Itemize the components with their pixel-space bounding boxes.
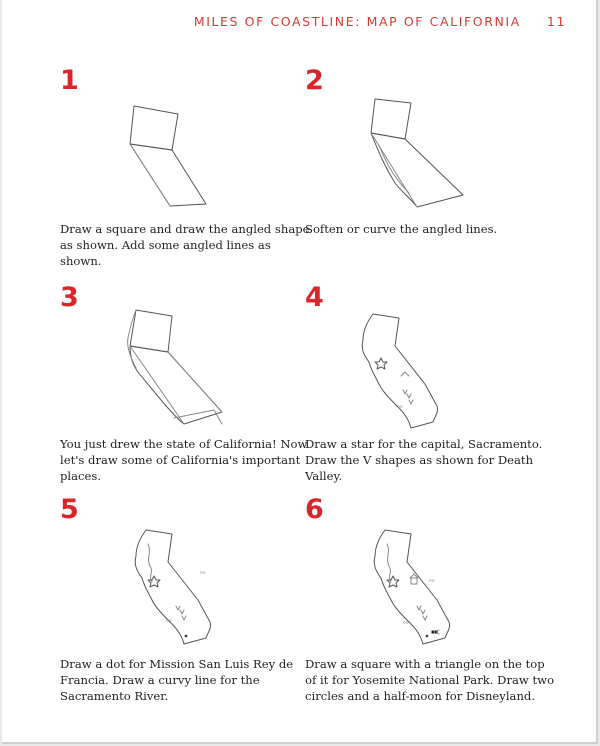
step-2 [305, 67, 555, 267]
step-4-drawing [353, 310, 453, 434]
step-caption: Draw a square with a triangle on the top of it for Yosemite National Park. Draw two circles and a half-moon for Disneyland. [305, 657, 555, 703]
svg-text:ᵒᵒ: ᵒᵒ [429, 578, 435, 586]
step-caption: Draw a square and draw the angled shape as shown. Add some angled lines as shown. [60, 222, 310, 268]
svg-text:ᵒᵒ: ᵒᵒ [397, 404, 403, 412]
capital-star-icon [148, 576, 160, 587]
step-caption: Draw a star for the capital, Sacramento. Draw the V shapes as shown for Death Valley. [305, 437, 543, 483]
step-number: 6 [305, 494, 324, 525]
step-number: 1 [60, 65, 79, 96]
svg-text:ᵒᵒ: ᵒᵒ [166, 618, 172, 626]
step-3-drawing [122, 306, 232, 432]
step-caption: Draw a dot for Mission San Luis Rey de Francia. Draw a curvy line for the Sacramento River. [60, 657, 294, 703]
capital-star-icon [375, 358, 387, 369]
sacramento-river [148, 544, 152, 582]
step-6 [305, 496, 555, 706]
page-header [194, 14, 566, 29]
step-3 [60, 284, 310, 484]
book-page [2, 0, 598, 744]
step-5-drawing [126, 524, 226, 650]
page-number: 11 [546, 14, 566, 29]
step-5 [60, 496, 310, 706]
step-number: 5 [60, 494, 79, 525]
step-caption: Soften or curve the angled lines. [305, 222, 498, 236]
step-number: 4 [305, 282, 324, 313]
step-1 [60, 67, 310, 267]
mission-dot-icon [185, 635, 188, 638]
step-6-drawing [365, 524, 465, 650]
page-title: MILES OF COASTLINE: MAP OF CALIFORNIA [193, 14, 521, 29]
step-number: 3 [60, 282, 79, 313]
svg-text:ᵒᵒ: ᵒᵒ [200, 570, 206, 578]
svg-text:ᵒᵒ: ᵒᵒ [403, 620, 409, 628]
step-1-drawing [122, 102, 222, 212]
yosemite-square-icon [411, 578, 417, 584]
step-4 [305, 284, 555, 484]
step-2-drawing [365, 95, 475, 215]
step-number: 2 [305, 65, 324, 96]
step-caption: You just drew the state of California! Now let's draw some of California's important places. [60, 437, 308, 483]
